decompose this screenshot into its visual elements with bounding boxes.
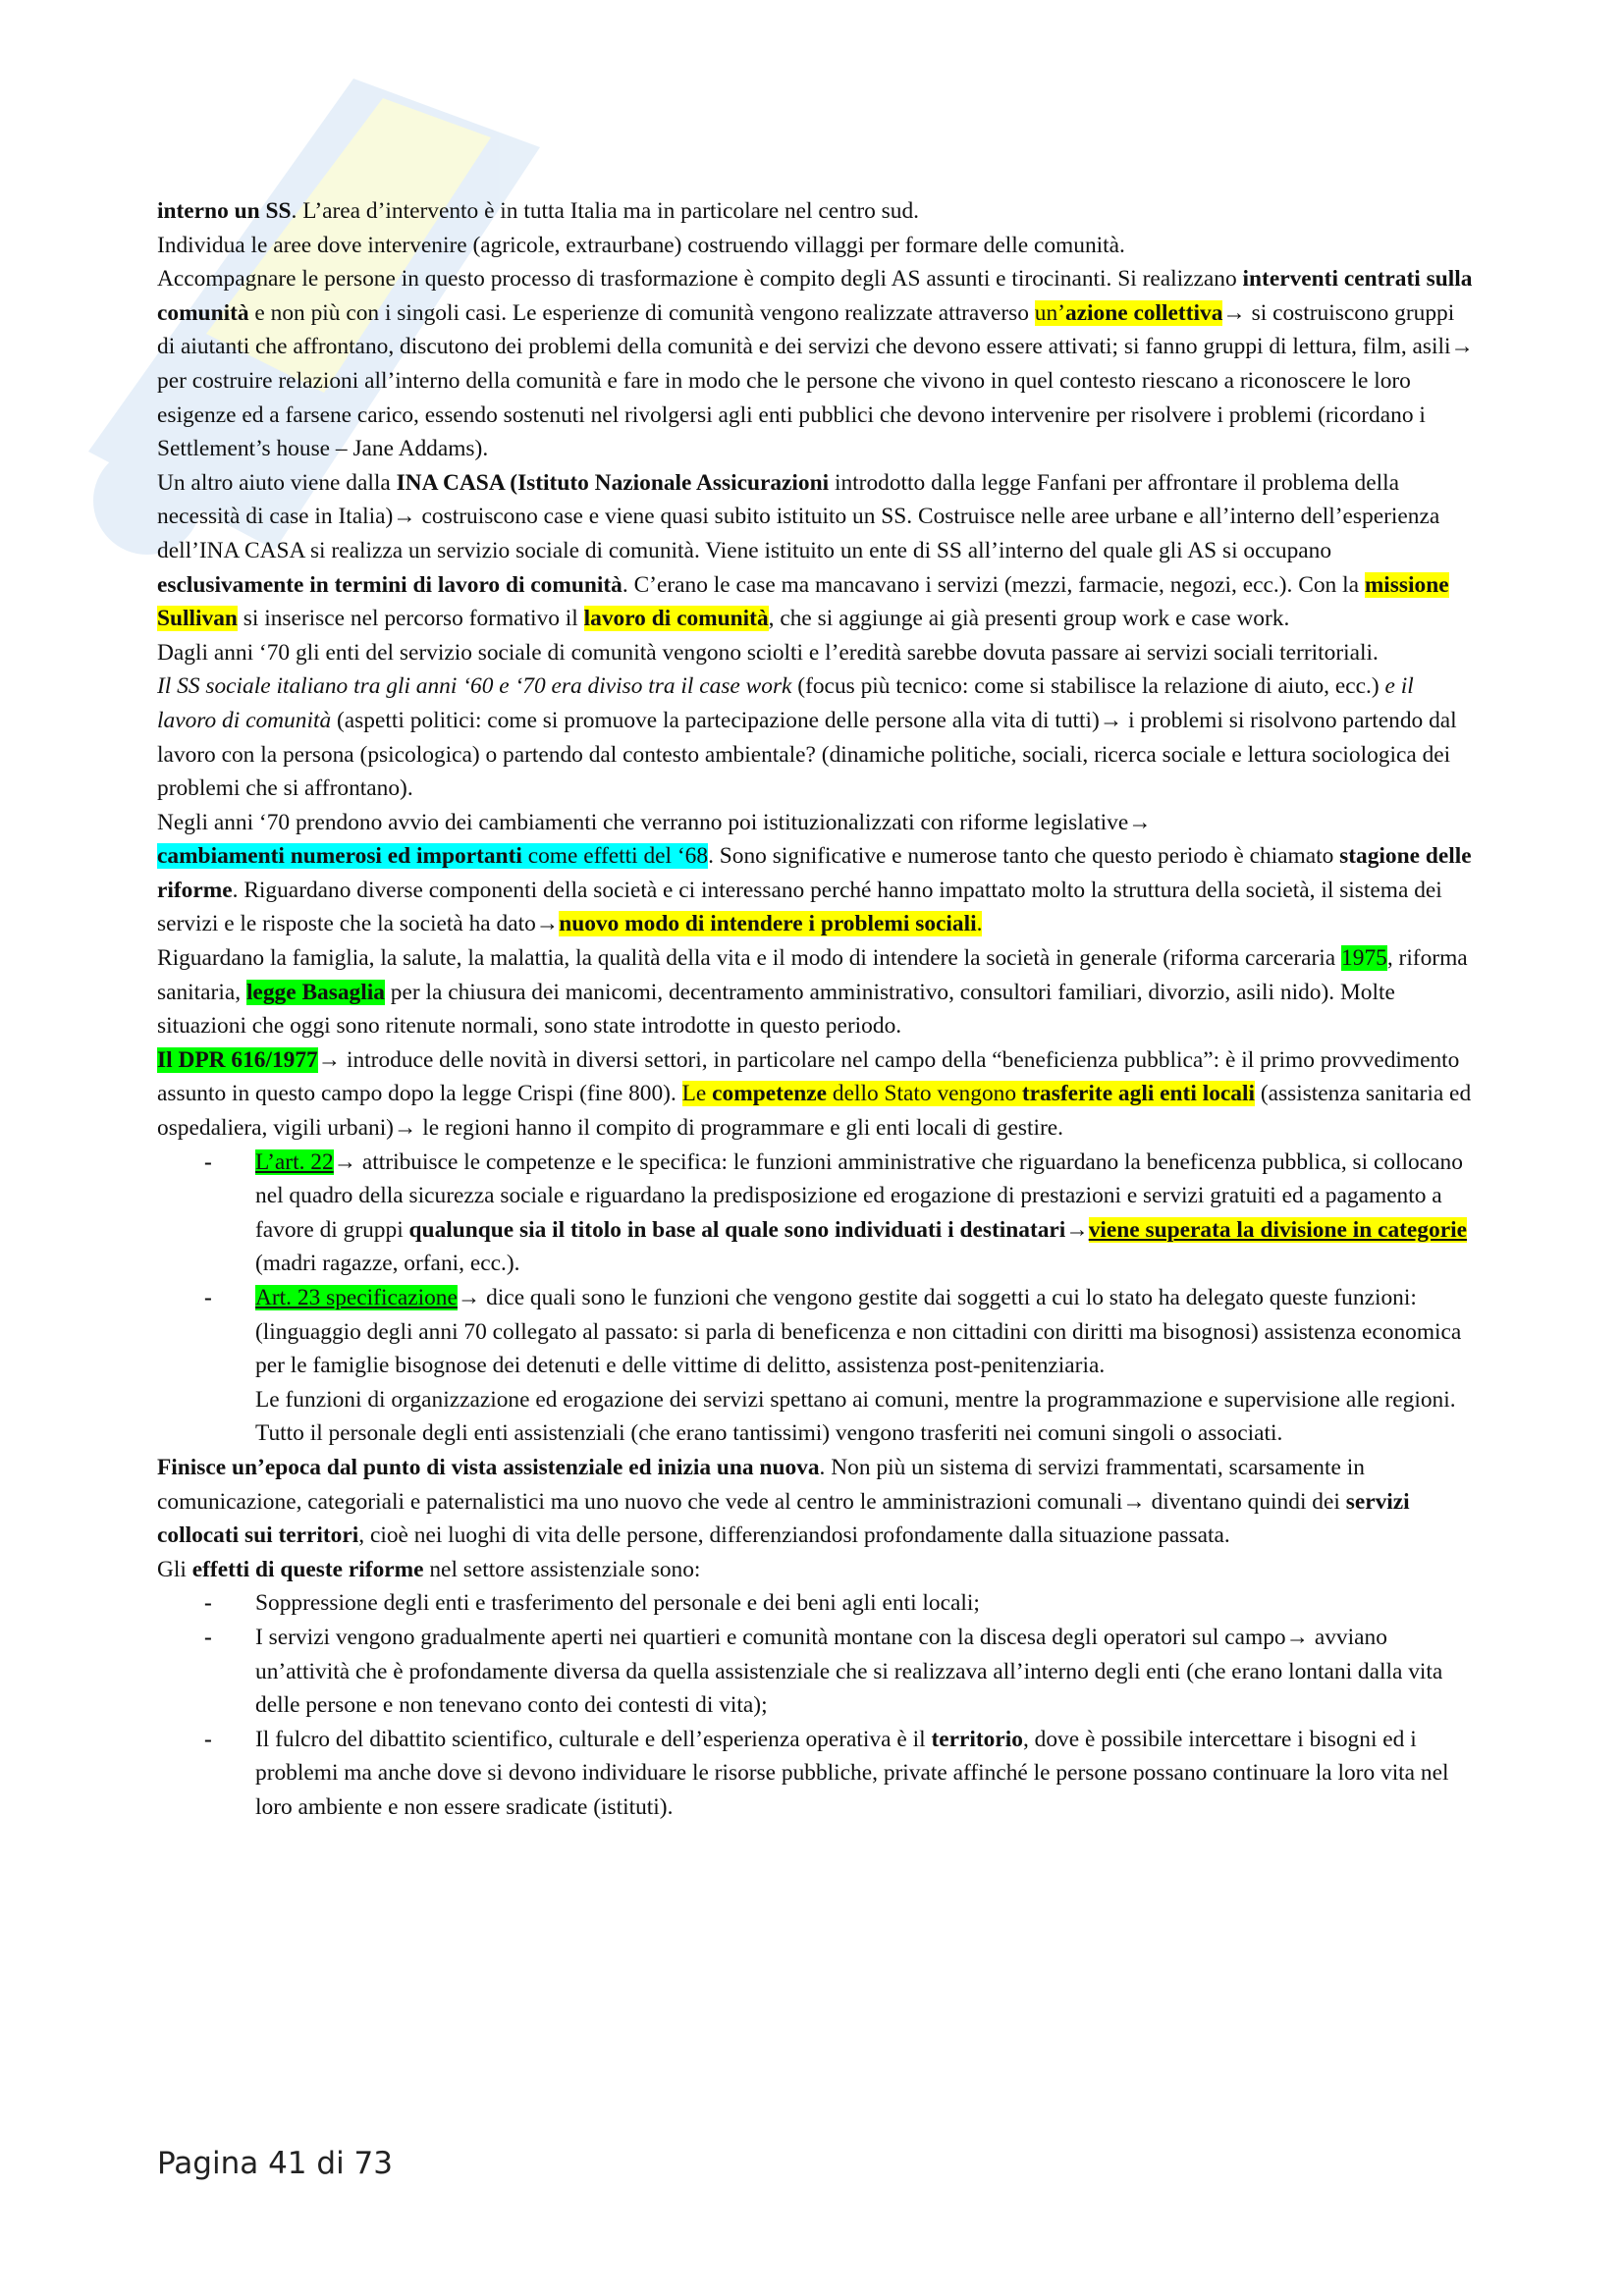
page-number: Pagina 41 di 73 <box>157 2146 393 2181</box>
highlight: 1975 <box>1341 945 1387 972</box>
list-item: - Soppressione degli enti e trasferimento del personale e dei beni agli enti locali; <box>255 1586 1478 1621</box>
bullet-dash: - <box>204 1624 212 1650</box>
list-item: - Il fulcro del dibattito scientifico, culturale e dell’esperienza operativa è il territorio, dove è possibile intercettare i bisogni ed i problemi ma anche dove si devono individuare le risorse pubbliche, private affinché le persone possano continuare la loro vita nel loro ambiente e non essere sradicate (istituti). <box>255 1723 1478 1825</box>
bullet-dash: - <box>204 1148 212 1175</box>
highlight: missione Sullivan <box>157 571 1449 632</box>
arrow-icon: → <box>1065 1216 1089 1243</box>
arrow-icon: → <box>1285 1624 1309 1650</box>
arrow-icon: → <box>1128 809 1152 835</box>
highlight: L’art. 22 <box>255 1148 334 1175</box>
paragraph-6: Negli anni ‘70 prendono avvio dei cambiamenti che verranno poi istituzionalizzati con riforme legislative→ cambiamenti numerosi ed importanti come effetti del ‘68. Sono significative e numerose tanto che questo periodo è chiamato stagione delle riforme. Riguardano diverse componenti della società e ci interessano perché hanno impattato molto la struttura della società, il sistema dei servizi e le risposte che la società ha dato→nuovo modo di intendere i problemi sociali. <box>157 809 1472 937</box>
paragraph-9: Finisce un’epoca dal punto di vista assistenziale ed inizia una nuova. Non più un sistema di servizi frammentati, scarsamente in comunicazione, categoriali e paternalistici ma uno nuovo che vede al centro le amministrazioni comunali→ diventano quindi dei servizi collocati sui territori, cioè nei luoghi di vita delle persone, differenziandosi profondamente dalla situazione passata. <box>157 1454 1410 1549</box>
paragraph-4: Dagli anni ‘70 gli enti del servizio sociale di comunità vengono sciolti e l’eredità sarebbe dovuta passare ai servizi sociali territoriali. <box>157 639 1379 666</box>
paragraph-10: Gli effetti di queste riforme nel settore assistenziale sono: <box>157 1556 701 1582</box>
paragraph-2: Individua le aree dove intervenire (agricole, extraurbane) costruendo villaggi per formare delle comunità. Accompagnare le persone in questo processo di trasformazione è compito degli AS assunti e tirocinanti. Si realizzano interventi centrati sulla comunità e non più con i singoli casi. Le esperienze di comunità vengono realizzate attraverso un’azione collettiva→ si costruiscono gruppi di aiutanti che affrontano, discutono dei problemi della comunità e dei servizi che devono essere attivati; si fanno gruppi di lettura, film, asili→ per costruire relazioni all’interno della comunità e fare in modo che le persone che vivono in quel contesto riescano a riconoscere le loro esigenze ed a farsene carico, essendo sostenuti nel rivolgersi agli enti pubblici che devono intervenire per risolvere i problemi (ricordano i Settlement’s house – Jane Addams). <box>157 232 1474 462</box>
highlight: viene superata la divisione in categorie <box>1088 1216 1467 1243</box>
arrow-icon: → <box>333 1148 357 1175</box>
paragraph-3: Un altro aiuto viene dalla INA CASA (Istituto Nazionale Assicurazioni introdotto dalla legge Fanfani per affrontare il problema della necessità di case in Italia)→ costruiscono case e viene quasi subito istituito un SS. Costruisce nelle aree urbane e all’interno dell’esperienza dell’INA CASA si realizza un servizio sociale di comunità. Viene istituito un ente di SS all’interno del quale gli AS si occupano esclusivamente in termini di lavoro di comunità. C’erano le case ma mancavano i servizi (mezzi, farmacie, negozi, ecc.). Con la missione Sullivan si inserisce nel percorso formativo il lavoro di comunità, che si aggiunge ai già presenti group work e case work. <box>157 469 1449 632</box>
highlight: cambiamenti numerosi ed importanti come effetti del ‘68 <box>157 843 709 870</box>
highlight: Le competenze dello Stato vengono trasferite agli enti locali <box>681 1081 1255 1107</box>
arrow-icon: → <box>393 504 416 530</box>
arrow-icon: → <box>1099 707 1123 733</box>
list-item: - I servizi vengono gradualmente aperti nei quartieri e comunità montane con la discesa degli operatori sul campo→ avviano un’attività che è profondamente diversa da quella assistenziale che si realizzava all’interno degli enti (che erano lontani dalla vita delle persone e non tenevano conto dei contesti di vita); <box>255 1621 1478 1723</box>
highlight: lavoro di comunità <box>583 606 769 632</box>
paragraph-5: Il SS sociale italiano tra gli anni ‘60 e ‘70 era diviso tra il case work (focus più tecnico: come si stabilisce la relazione di aiuto, ecc.) e il lavoro di comunità (aspetti politici: come si promuove la partecipazione delle persone alla vita di tutti)→ i problemi si risolvono partendo dal lavoro con la persona (psicologica) o partendo dal contesto ambientale? (dinamiche politiche, sociali, ricerca sociale e lettura sociologica dei problemi che si affrontano). <box>157 673 1457 802</box>
arrow-icon: → <box>535 911 560 937</box>
arrow-icon: → <box>457 1285 481 1310</box>
arrow-icon: → <box>317 1046 342 1073</box>
bullet-dash: - <box>204 1285 212 1310</box>
bullet-dash: - <box>204 1726 212 1752</box>
arrow-icon: → <box>1222 299 1246 326</box>
highlight: Art. 23 specificazione <box>255 1285 458 1310</box>
paragraph-1: interno un SS. L’area d’intervento è in tutta Italia ma in particolare nel centro sud. <box>157 198 920 224</box>
paragraph-7: Riguardano la famiglia, la salute, la malattia, la qualità della vita e il modo di intendere la società in generale (riforma carceraria 1975, riforma sanitaria, legge Basaglia per la chiusura dei manicomi, decentramento amministrativo, consultori familiari, divorzio, asili nido). Molte situazioni che oggi sono ritenute normali, sono state introdotte in questo periodo. <box>157 945 1468 1040</box>
highlight: nuovo modo di intendere i problemi sociali <box>559 911 977 937</box>
arrow-icon: → <box>1450 334 1474 360</box>
highlight: un’azione collettiva <box>1034 299 1223 326</box>
bullet-dash: - <box>204 1590 212 1617</box>
document-body <box>157 194 1478 1825</box>
arrow-icon: → <box>1122 1488 1146 1515</box>
list-item: - L’art. 22→ attribuisce le competenze e le specifica: le funzioni amministrative che riguardano la beneficenza pubblica, si collocano nel quadro della sicurezza sociale e riguardano la predisposizione ed erogazione di prestazioni e servizi gratuiti ed a pagamento a favore di gruppi qualunque sia il titolo in base al quale sono individuati i destinatari→viene superata la divisione in categorie (madri ragazze, orfani, ecc.). <box>255 1146 1478 1281</box>
arrow-icon: → <box>393 1115 417 1142</box>
list-effects <box>157 1586 1478 1824</box>
highlight: Il DPR 616/1977 <box>157 1046 318 1073</box>
highlight: legge Basaglia <box>245 979 385 1005</box>
paragraph-8: Il DPR 616/1977→ introduce delle novità in diversi settori, in particolare nel campo della “beneficienza pubblica”: è il primo provvedimento assunto in questo campo dopo la legge Crispi (fine 800). Le competenze dello Stato vengono trasferite agli enti locali (assistenza sanitaria ed ospedaliera, vigili urbani)→ le regioni hanno il compito di programmare e gli enti locali di gestire. <box>157 1046 1472 1142</box>
list-item: - Art. 23 specificazione→ dice quali sono le funzioni che vengono gestite dai soggetti a cui lo stato ha delegato queste funzioni: (linguaggio degli anni 70 collegato al passato: si parla di beneficenza e non cittadini con diritti ma bisognosi) assistenza economica per le famiglie bisognose dei detenuti e delle vittime di delitto, assistenza post-penitenziaria. Le funzioni di organizzazione ed erogazione dei servizi spettano ai comuni, mentre la programmazione e supervisione alle regioni. Tutto il personale degli enti assistenziali (che erano tantissimi) vengono trasferiti nei comuni singoli o associati. <box>255 1281 1478 1451</box>
list-articles <box>157 1146 1478 1451</box>
